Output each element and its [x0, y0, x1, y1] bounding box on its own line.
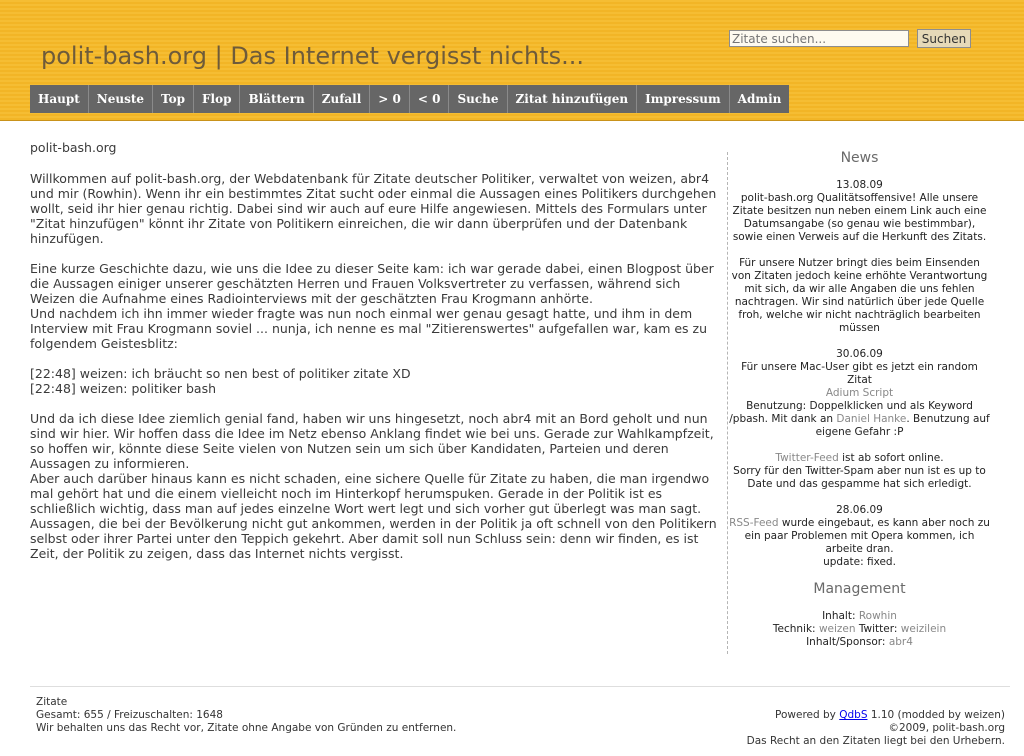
news-text: update: fixed.: [823, 556, 896, 568]
nav-negative[interactable]: < 0: [410, 85, 450, 113]
management-label: Inhalt:: [822, 610, 856, 622]
news-text: [728, 452, 991, 465]
footer-label: Zitate: [36, 696, 68, 708]
news-text: polit-bash.org Qualitätsoffensive! Alle unsere Zitate besitzen nun neben einem Link auch eine Datumsangabe (so genau wie bestimmbar), sowie einen Verweis auf die Herkunft des Zitats.: [732, 192, 987, 243]
site-header: [0, 0, 1024, 121]
nav-top[interactable]: Top: [153, 85, 194, 113]
nav-admin[interactable]: Admin: [730, 85, 790, 113]
sidebar: [727, 152, 991, 654]
footer-credits: [747, 709, 1005, 748]
chat-line: [22:48] weizen: ich bräucht so nen best of politiker zitate XD: [30, 366, 411, 381]
footer-divider: [30, 686, 1010, 687]
news-text: Sorry für den Twitter-Spam aber nun ist es up to Date und das gespamme hat sich erledigt.: [733, 465, 986, 490]
history-paragraph: [30, 261, 720, 351]
news-text-part: ist ab sofort online.: [842, 452, 944, 464]
nav-suche[interactable]: Suche: [449, 85, 507, 113]
main-nav: [30, 85, 789, 113]
chat-line: [22:48] weizen: politiker bash: [30, 381, 217, 396]
powered-by: [747, 709, 1005, 722]
outro-paragraph: [30, 411, 720, 561]
history-text-1: Eine kurze Geschichte dazu, wie uns die Idee zu dieser Seite kam: ich war gerade dabei, einen Blogpost über die Aussagen einiger unserer geschätzten Herren und Frauen Volksvertreter zu verfassen, während sich Weizen die Aufnahme eines Radiointerviews mit der geschätzten Frau Krogmann anhörte.: [30, 261, 714, 306]
nav-neuste[interactable]: Neuste: [89, 85, 153, 113]
site-title[interactable]: polit-bash.org | Das Internet vergisst nichts...: [41, 42, 585, 70]
news-item: [728, 179, 991, 335]
main-content: [30, 140, 720, 576]
weizilein-link[interactable]: weizilein: [900, 623, 947, 635]
search-input[interactable]: [729, 30, 909, 47]
management-label: Inhalt/Sponsor:: [806, 636, 886, 648]
news-date: 13.08.09: [836, 179, 883, 191]
news-title: News: [840, 150, 879, 166]
weizen-link[interactable]: weizen: [818, 623, 856, 635]
nav-positive[interactable]: > 0: [370, 85, 410, 113]
news-text: Für unsere Nutzer bringt dies beim Einsenden von Zitaten jedoch keine erhöhte Verantwortung mit sich, da wir alle Angaben die uns fehlen nachtragen. Wir sind natürlich über jede Quelle froh, welche wir nicht nachträglich bearbeiten müssen: [731, 257, 988, 334]
news-text-part: . Benutzung auf eigene Gefahr :P: [815, 413, 990, 438]
abr4-link[interactable]: abr4: [888, 636, 913, 648]
footer-disclaimer: Wir behalten uns das Recht vor, Zitate ohne Angabe von Gründen zu entfernen.: [36, 722, 457, 734]
nav-flop[interactable]: Flop: [194, 85, 240, 113]
news-text-part: wurde eingebaut, es kann aber noch zu ein paar Problemen mit Opera kommen, ich arbeite dran.: [744, 517, 990, 555]
news-text: [728, 400, 991, 439]
daniel-hanke-link[interactable]: Daniel Hanke: [836, 413, 907, 425]
quote-count: Gesamt: 655 / Freizuschalten: 1648: [36, 709, 223, 721]
page-heading: polit-bash.org: [30, 140, 117, 155]
adium-script-link[interactable]: Adium Script: [825, 387, 894, 399]
news-text-part: Benutzung: Doppelklicken und als Keyword /pbash. Mit dank an: [729, 400, 973, 425]
nav-blaettern[interactable]: Blättern: [240, 85, 313, 113]
powered-by-prefix: Powered by: [775, 709, 836, 721]
qdbs-link[interactable]: QdbS: [839, 709, 868, 721]
news-date: 30.06.09: [836, 348, 883, 360]
twitter-feed-link[interactable]: Twitter-Feed: [775, 452, 839, 464]
outro-text-1: Und da ich diese Idee ziemlich genial fand, haben wir uns hingesetzt, noch abr4 mit an Bord geholt und nun sind wir hier. Wir hoffen dass die Idee im Netz ebenso Anklang findet wie bei uns. Gerade zur Wahlkampfzeit, so hoffen wir, könnte diese Seite vielen von Nutzen sein um sich über Kandidaten, Parteien und deren Aussagen zu informieren.: [30, 411, 714, 471]
management-label: Technik:: [772, 623, 816, 635]
rowhin-link[interactable]: Rowhin: [858, 610, 897, 622]
footer-stats: [36, 696, 456, 735]
management-label: Twitter:: [858, 623, 898, 635]
management-title: Management: [813, 581, 906, 597]
nav-zufall[interactable]: Zufall: [314, 85, 371, 113]
management-row: [728, 610, 991, 623]
powered-by-suffix: 1.10 (modded by weizen): [870, 709, 1005, 721]
chat-log: [30, 366, 720, 396]
rights-notice: Das Recht an den Zitaten liegt bei den Urhebern.: [746, 735, 1005, 747]
nav-zitat-hinzufuegen[interactable]: Zitat hinzufügen: [508, 85, 638, 113]
management-row: [728, 623, 991, 636]
intro-paragraph: Willkommen auf polit-bash.org, der Webdatenbank für Zitate deutscher Politiker, verwaltet von weizen, abr4 und mir (Rowhin). Wenn ihr ein bestimmtes Zitat sucht oder einmal die Aussagen eines Politikers durchgehen wollt, seid ihr hier genau richtig. Dabei sind wir auch auf eure Hilfe angewiesen. Mittels des Formulars unter "Zitat hinzufügen" könnt ihr Zitate von Politikern einreichen, die wir dann überprüfen und der Datenbank hinzufügen.: [30, 171, 717, 246]
history-text-2: Und nachdem ich ihn immer wieder fragte was nun noch einmal wer genau gesagt hatte, und ihm in dem Interview mit Frau Krogmann soviel ... nunja, ich nenne es mal "Zitierenswertes" aufgefallen war, kam es zu folgendem Geistesblitz:: [30, 306, 708, 351]
outro-text-2: Aber auch darüber hinaus kann es nicht schaden, eine sichere Quelle für Zitate zu haben, die man irgendwo mal gehört hat und die einem vielleicht noch im Hinterkopf herumspuken. Gerade in der Politik ist es schließlich wichtig, dass man auf jedes einzelne Wort wert legt und sich vorher gut überlegt was man sagt. Aussagen, die bei der Bevölkerung nicht gut ankommen, werden in der Politik ja oft schnell von den Politikern selbst oder ihrer Partei unter den Teppich gekehrt. Aber damit soll nun Schluss sein: denn wir finden, es ist Zeit, der Politik zu zeigen, dass das Internet nichts vergisst.: [30, 471, 717, 561]
rss-feed-link[interactable]: RSS-Feed: [729, 517, 779, 529]
news-item: [728, 348, 991, 439]
management-row: [728, 636, 991, 649]
search-button[interactable]: Suchen: [917, 29, 971, 48]
news-text: [728, 517, 991, 556]
news-item: [728, 452, 991, 491]
nav-haupt[interactable]: Haupt: [30, 85, 89, 113]
news-item: [728, 504, 991, 569]
nav-impressum[interactable]: Impressum: [637, 85, 730, 113]
news-date: 28.06.09: [836, 504, 883, 516]
copyright: ©2009, polit-bash.org: [888, 722, 1005, 734]
news-text: Für unsere Mac-User gibt es jetzt ein random Zitat: [741, 361, 978, 386]
